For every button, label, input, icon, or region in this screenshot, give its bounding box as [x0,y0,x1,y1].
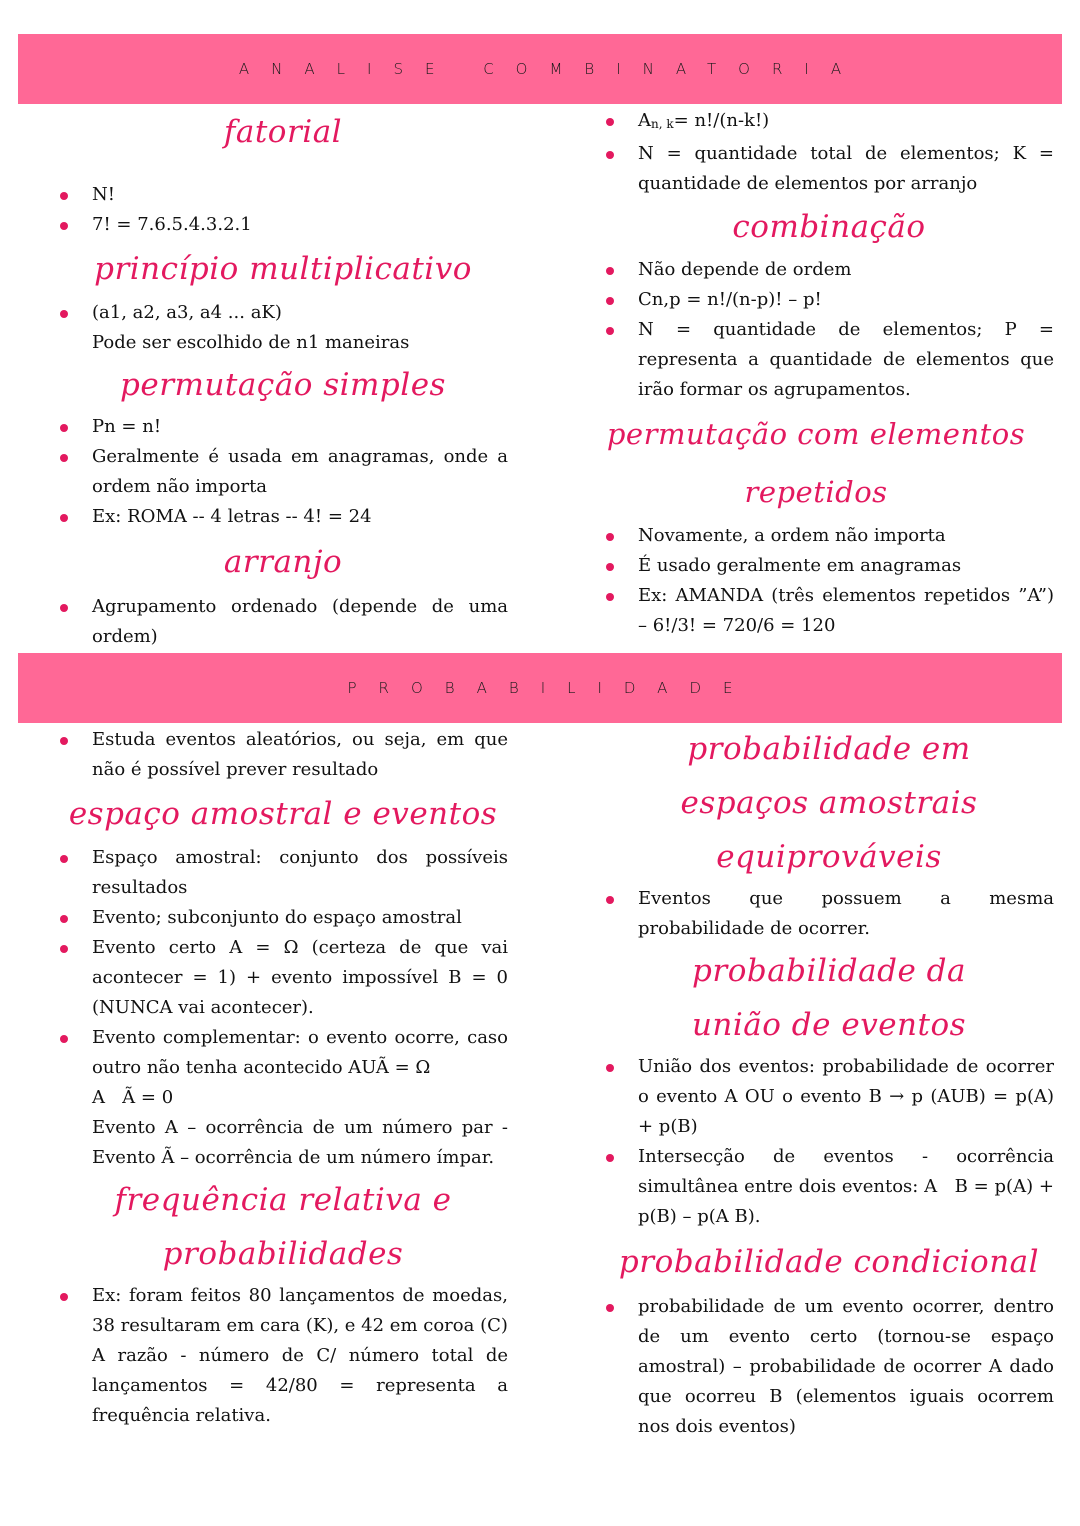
list-espaco-amostral [58,843,508,1173]
list-condicional [604,1292,1054,1442]
banner-title: PROBABILIDADE [347,679,755,697]
list-item: Novamente, a ordem não importa [604,521,1054,551]
list-item: probabilidade de um evento ocorrer, dentro de um evento certo (tornou-se espaço amostral) – probabilidade de ocorrer A dado que ocorreu B (elementos iguais ocorrem nos dois eventos) [604,1292,1054,1442]
list-intro [58,725,508,785]
list-item-formula [604,106,1054,139]
list-item-continuation: Pode ser escolhido de n1 maneiras [92,332,410,353]
banner-probabilidade [18,653,1062,723]
list-permutacao-simples [58,412,508,532]
list-item: 7! = 7.6.5.4.3.2.1 [58,210,508,240]
list-item: É usado geralmente em anagramas [604,551,1054,581]
heading-permutacao-repetidos: permutação com elementos repetidos [606,417,1026,509]
heading-espaco-amostral: espaço amostral e eventos [68,796,498,832]
list-item: Evento certo A = Ω (certeza de que vai acontecer = 1) + evento impossível B = 0 (NUNCA vai acontecer). [58,933,508,1023]
list-item: (a1, a2, a3, a4 ... aK) [58,298,508,328]
probabilidade-left-column [58,725,508,1431]
list-item: Ex: foram feitos 80 lançamentos de moedas, 38 resultaram em cara (K), e 42 em coroa (C) [58,1281,508,1341]
list-item: Estuda eventos aleatórios, ou seja, em que não é possível prever resultado [58,725,508,785]
banner-title: ANALISE COMBINATORIA [238,60,864,78]
analise-left-column [58,104,508,652]
list-item: Intersecção de eventos - ocorrência simultânea entre dois eventos: A B = p(A) + p(B) – p(A B). [604,1142,1054,1232]
analise-right-column [604,106,1054,641]
list-item: Evento; subconjunto do espaço amostral [58,903,508,933]
list-permutacao-repetidos [604,521,1054,641]
heading-frequencia-relativa: frequência relativa e probabilidades [114,1182,452,1272]
list-uniao [604,1052,1060,1232]
heading-uniao-eventos: probabilidade da união de eventos [691,953,967,1043]
heading-arranjo: arranjo [223,544,343,580]
list-arranjo-formula [604,106,1054,199]
list-item: Evento complementar: o evento ocorre, caso outro não tenha acontecido AUÃ = Ω [58,1023,508,1083]
list-item: Não depende de ordem [604,255,1054,285]
list-item: Ex: ROMA -- 4 letras -- 4! = 24 [58,502,508,532]
formula-prefix: A [638,110,651,131]
list-item-continuation: A Ã = 0 [92,1087,174,1108]
list-item: Agrupamento ordenado (depende de uma ordem) [58,592,508,652]
list-combinacao [604,255,1054,405]
list-fatorial [58,180,508,240]
list-item: Espaço amostral: conjunto dos possíveis resultados [58,843,508,903]
list-equiprovaveis [604,884,1054,944]
list-item: N = quantidade de elementos; P = representa a quantidade de elementos que irão formar os agrupamentos. [604,315,1054,405]
list-item: Geralmente é usada em anagramas, onde a ordem não importa [58,442,508,502]
formula-body: = n!/(n-k!) [673,110,770,131]
formula-subscript: n, k [651,117,674,131]
list-item-continuation: A razão - número de C/ número total de lançamentos = 42/80 = representa a frequência relativa. [92,1345,508,1426]
banner-analise-combinatoria [18,34,1062,104]
heading-combinacao: combinação [732,209,926,245]
list-item: Pn = n! [58,412,508,442]
heading-probabilidade-condicional: probabilidade condicional [618,1244,1040,1280]
heading-fatorial: fatorial [223,114,343,150]
list-frequencia [58,1281,508,1431]
list-item-continuation: Evento A – ocorrência de um número par - Evento Ã – ocorrência de um número ímpar. [92,1117,508,1168]
list-item: N = quantidade total de elementos; K = quantidade de elementos por arranjo [604,139,1054,199]
list-arranjo [58,592,508,652]
heading-espacos-equiprovaveis: probabilidade em espaços amostrais equiprováveis [680,731,978,875]
list-item: Eventos que possuem a mesma probabilidade de ocorrer. [604,884,1054,944]
list-principio [58,298,508,358]
list-item: União dos eventos: probabilidade de ocorrer o evento A OU o evento B → p (AUB) = p(A) + p(B) [604,1052,1054,1142]
list-item: N! [58,180,508,210]
heading-principio-multiplicativo: princípio multiplicativo [94,251,472,287]
probabilidade-right-column [604,722,1060,1442]
heading-permutacao-simples: permutação simples [120,367,446,403]
list-item: Cn,p = n!/(n-p)! – p! [604,285,1054,315]
list-item: Ex: AMANDA (três elementos repetidos ”A”) – 6!/3! = 720/6 = 120 [604,581,1054,641]
